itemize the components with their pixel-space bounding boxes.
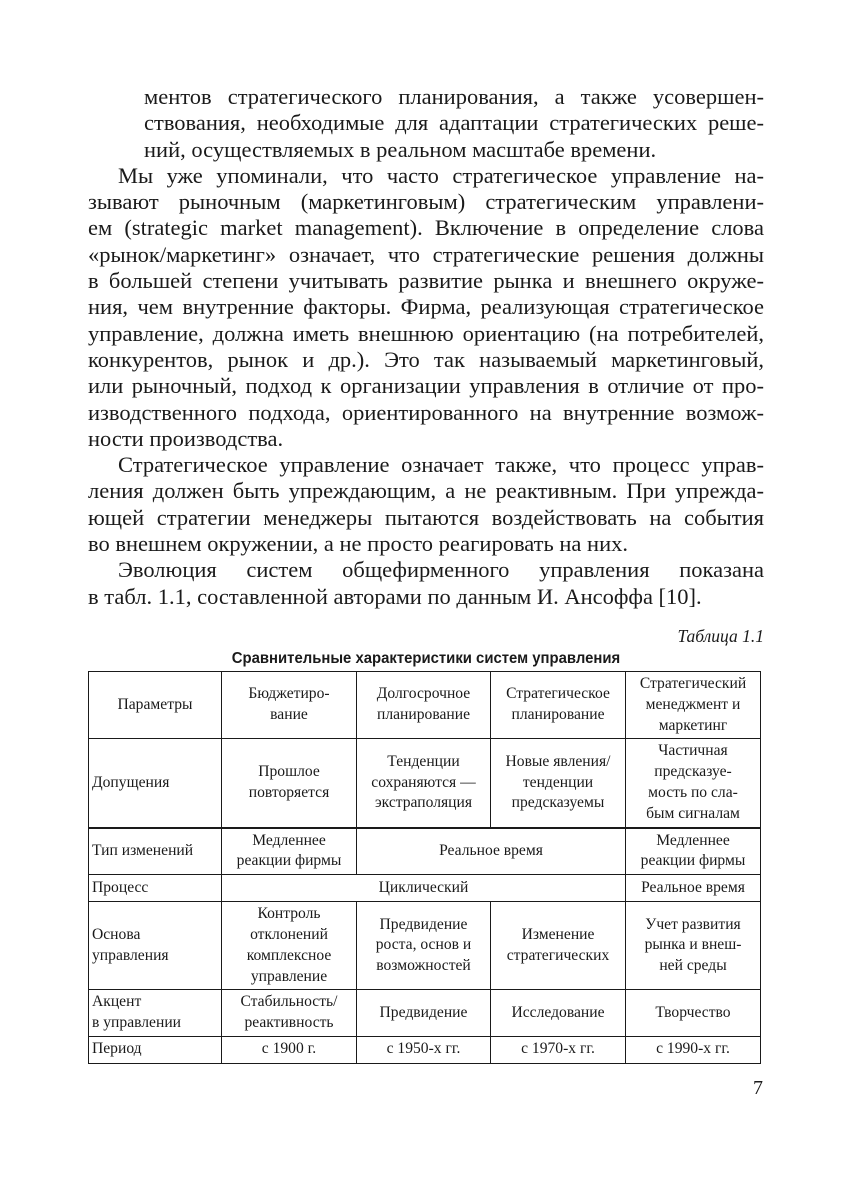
- table-cell: Частичная предсказуе- мость по сла- бым сигналам: [626, 739, 761, 828]
- table-cell: Реальное время: [357, 828, 626, 875]
- table-cell: Стабильность/ реактивность: [222, 990, 357, 1037]
- table-header-row: [89, 671, 761, 738]
- table-cell: Новые явления/ тенденции предсказуемы: [491, 739, 626, 828]
- text-line: во внешнем окружении, а не просто реагировать на них.: [88, 531, 628, 557]
- text-line: изводственного подхода, ориентированного на внутренние возмож-: [88, 399, 764, 425]
- table-cell: с 1950-х гг.: [357, 1036, 491, 1063]
- text-line: Стратегическое управление означает также, что процесс управ-: [118, 452, 764, 478]
- header-long-term-planning: Долгосрочное планирование: [357, 671, 491, 738]
- text-line: зывают рыночным (маркетинговым) стратегическим управлени-: [88, 189, 764, 215]
- text-line: ем (strategic market management). Включение в определение слова: [88, 215, 764, 241]
- header-strategic-management: Стратегический менеджмент и маркетинг: [626, 671, 761, 738]
- text-line: ствования, необходимые для адаптации стратегических реше-: [144, 110, 764, 136]
- text-line: ний, осуществляемых в реальном масштабе времени.: [144, 136, 657, 162]
- row-label: Допущения: [89, 739, 222, 828]
- table-cell: Контроль отклонений комплексное управление: [222, 902, 357, 990]
- row-label: Основа управления: [89, 902, 222, 990]
- text-line: ментов стратегического планирования, а также усовершен-: [144, 84, 764, 109]
- text-line: ления должен быть упреждающим, а не реактивным. При упрежда-: [88, 478, 764, 504]
- table-cell: Тенденции сохраняются — экстраполяция: [357, 739, 491, 828]
- table-row: [89, 990, 761, 1037]
- text-line: управление, должна иметь внешнюю ориентацию (на потребителей,: [88, 320, 764, 346]
- table-cell: Циклический: [222, 875, 626, 902]
- row-label: Тип изменений: [89, 828, 222, 875]
- text-line: или рыночный, подход к организации управления в отличие от про-: [88, 373, 764, 399]
- text-line: в табл. 1.1, составленной авторами по данным И. Ансоффа [10].: [88, 583, 702, 609]
- table-cell: с 1990-х гг.: [626, 1036, 761, 1063]
- table-cell: Учет развития рынка и внеш- ней среды: [626, 902, 761, 990]
- table-row: [89, 1036, 761, 1063]
- text-line: ющей стратегии менеджеры пытаются воздействовать на события: [88, 504, 764, 530]
- comparison-table: [88, 671, 761, 1064]
- row-label: Акцент в управлении: [89, 990, 222, 1037]
- header-budgeting: Бюджетиро- вание: [222, 671, 357, 738]
- table-cell: Медленнее реакции фирмы: [626, 828, 761, 875]
- text-line: ности производства.: [88, 425, 284, 451]
- paragraph-proactive: [88, 452, 764, 557]
- table-row: [89, 875, 761, 902]
- text-line: «рынок/маркетинг» означает, что стратегические решения должны: [88, 241, 764, 267]
- row-label: Период: [89, 1036, 222, 1063]
- table-cell: Исследование: [491, 990, 626, 1037]
- table-cell: Прошлое повторяется: [222, 739, 357, 828]
- table-row: [89, 739, 761, 828]
- table-cell: Творчество: [626, 990, 761, 1037]
- text-line: конкурентов, рынок и др.). Это так называемый маркетинговый,: [88, 346, 764, 372]
- table-cell: Предвидение: [357, 990, 491, 1037]
- text-line: Мы уже упоминали, что часто стратегическое управление на-: [118, 162, 764, 188]
- table-cell: с 1900 г.: [222, 1036, 357, 1063]
- text-line: ния, чем внутренние факторы. Фирма, реализующая стратегическое: [88, 294, 764, 320]
- table-row: [89, 828, 761, 875]
- table-cell: Медленнее реакции фирмы: [222, 828, 357, 875]
- table-number: Таблица 1.1: [677, 625, 764, 646]
- table-cell: с 1970-х гг.: [491, 1036, 626, 1063]
- table-cell: Реальное время: [626, 875, 761, 902]
- paragraph-evolution: [88, 557, 764, 610]
- page-body: [88, 84, 764, 1064]
- table-cell: Изменение стратегических: [491, 902, 626, 990]
- paragraph-continuation: [88, 84, 764, 163]
- page-number: 7: [753, 1077, 763, 1099]
- row-label: Процесс: [89, 875, 222, 902]
- table-title: Сравнительные характеристики систем управления: [231, 649, 621, 667]
- table-cell: Предвидение роста, основ и возможностей: [357, 902, 491, 990]
- text-line: в большей степени учитывать развитие рынка и внешнего окруже-: [88, 268, 764, 294]
- header-strategic-planning: Стратегическое планирование: [491, 671, 626, 738]
- paragraph-market-management: [88, 163, 764, 452]
- table-row: [89, 902, 761, 990]
- text-line: Эволюция систем общефирменного управления показана: [118, 557, 764, 583]
- header-parameters: Параметры: [89, 671, 222, 738]
